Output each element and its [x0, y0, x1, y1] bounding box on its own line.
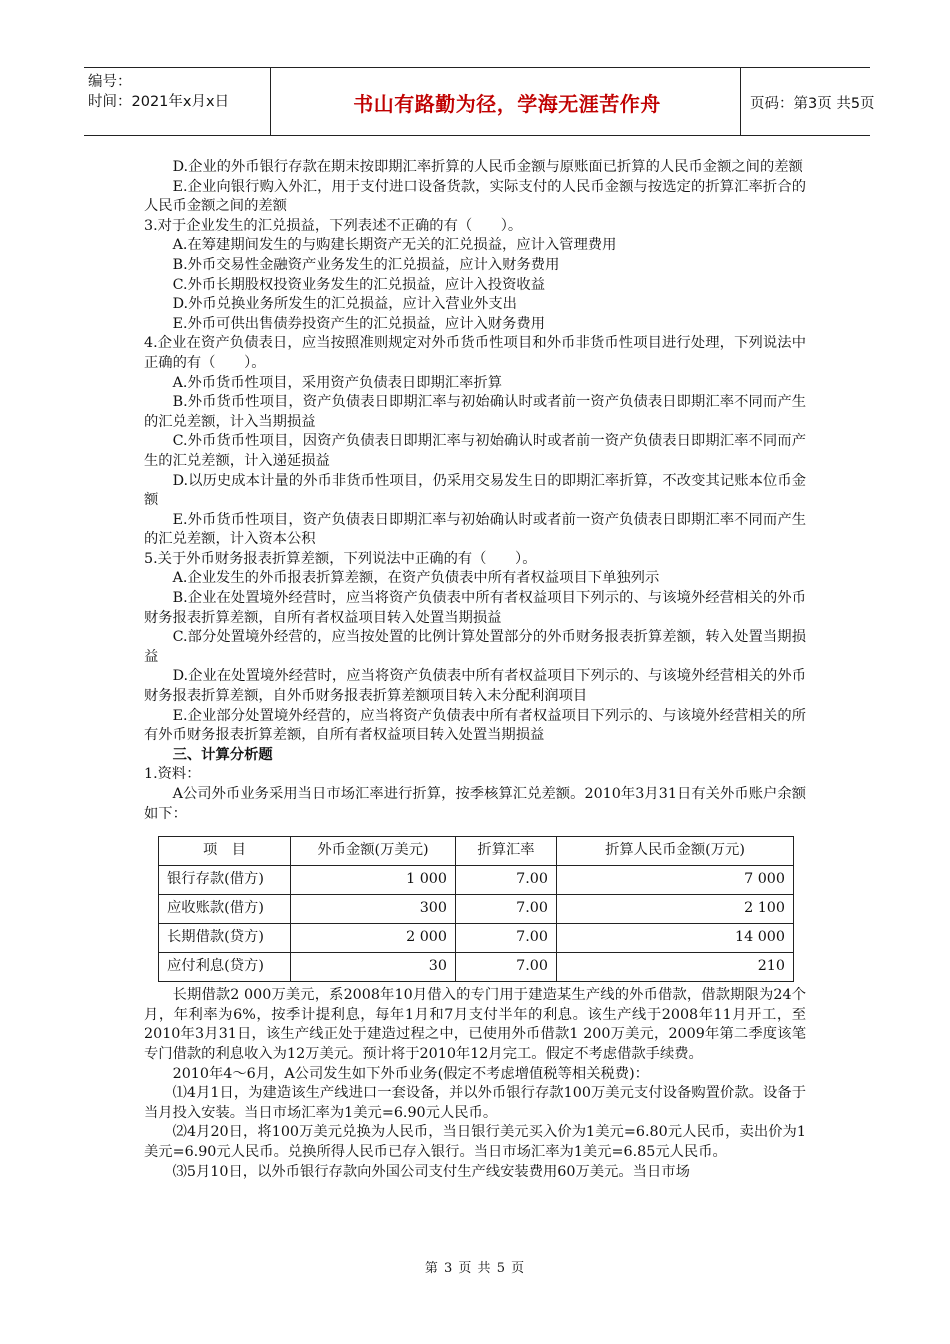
- option-a: A.在筹建期间发生的与购建长期资产无关的汇兑损益，应计入管理费用: [172, 237, 617, 254]
- header-page-info: 页码：第3页 共5页: [750, 96, 875, 112]
- page-footer: 第 3 页 共 5 页: [424, 1261, 526, 1276]
- option-c: C.外币货币性项目，因资产负债表日即期汇率与初始确认时或者前一资产负债表日即期汇率不同而产生的汇兑差额，计入递延损益: [144, 433, 806, 469]
- table-row: [159, 953, 794, 982]
- option-e: E.外币可供出售债券投资产生的汇兑损益，应计入财务费用: [172, 315, 545, 332]
- header-divider: [740, 68, 741, 135]
- header-motto: 书山有路勤为径，学海无涯苦作舟: [353, 92, 661, 116]
- table-cell: 1 000: [291, 866, 456, 895]
- document-body: [144, 158, 806, 1182]
- table-cell: 14 000: [557, 924, 794, 953]
- option-paragraph: D.企业的外币银行存款在期末按即期汇率折算的人民币金额与原账面已折算的人民币金额之间的差额: [172, 159, 803, 175]
- option-e: E.企业部分处置境外经营的，应当将资产负债表中所有者权益项目下列示的、与该境外经营相关的所有外币财务报表折算差额，自所有者权益项目转入处置当期损益: [144, 707, 806, 744]
- balance-table: [158, 836, 794, 982]
- option-c: C.部分处置境外经营的，应当按处置的比例计算处置部分的外币财务报表折算差额，转入处置当期损益: [144, 629, 806, 665]
- option-paragraph: E.企业向银行购入外汇，用于支付进口设备货款，实际支付的人民币金额与按选定的折算汇率折合的人民币金额之间的差额: [144, 178, 806, 215]
- page-header: [84, 67, 875, 136]
- table-header-cell: 项 目: [159, 837, 291, 866]
- calc-paragraph: A公司外币业务采用当日市场汇率进行折算，按季核算汇兑差额。2010年3月31日有关外币账户余额如下：: [144, 786, 806, 822]
- calc-item: ⑴4月1日，为建造该生产线进口一套设备，并以外币银行存款100万美元支付设备购置价款。设备于当月投入安装。当日市场汇率为1美元=6.90元人民币。: [144, 1085, 806, 1121]
- question-4: 4.企业在资产负债表日，应当按照准则规定对外币货币性项目和外币非货币性项目进行处理，下列说法中正确的有（ ）。: [144, 335, 806, 371]
- header-divider: [270, 68, 271, 135]
- calc-paragraph: 2010年4～6月，A公司发生如下外币业务(假定不考虑增值税等相关税费)：: [172, 1065, 649, 1082]
- table-cell: 30: [291, 953, 456, 982]
- table-cell: 210: [557, 953, 794, 982]
- table-cell: 7.00: [456, 866, 557, 895]
- table-cell: 银行存款(借方): [159, 866, 291, 895]
- table-cell: 7.00: [456, 953, 557, 982]
- table-row: [159, 895, 794, 924]
- table-cell: 2 000: [291, 924, 456, 953]
- table-header-row: [159, 837, 794, 866]
- header-meta: [88, 72, 268, 112]
- calc-item: ⑶5月10日，以外币银行存款向外国公司支付生产线安装费用60万美元。当日市场: [172, 1163, 690, 1180]
- calc-question-1: 1.资料：: [144, 766, 201, 783]
- calc-paragraph: 长期借款2 000万美元，系2008年10月借入的专门用于建造某生产线的外币借款，借款期限为24个月，年利率为6%，按季计提利息，每年1月和7月支付半年的利息。该生产线于2008年11月开工，至2010年3月31日，该生产线正处于建造过程之中，已使用外币借款1 200万美元，2009年第二季度该笔专门借款的利息收入为12万美元。预计将于2010年12月完工。假定不考虑借款手续费。: [144, 987, 806, 1062]
- doc-number-label: 编号：: [88, 74, 132, 90]
- option-e: E.外币货币性项目，资产负债表日即期汇率与初始确认时或者前一资产负债表日即期汇率不同而产生的汇兑差额，计入资本公积: [144, 511, 806, 548]
- table-cell: 300: [291, 895, 456, 924]
- option-b: B.外币交易性金融资产业务发生的汇兑损益，应计入财务费用: [172, 256, 560, 273]
- question-5: 5.关于外币财务报表折算差额，下列说法中正确的有（ ）。: [144, 550, 537, 567]
- doc-time-label: 时间：2021年x月x日: [88, 94, 230, 110]
- option-c: C.外币长期股权投资业务发生的汇兑损益，应计入投资收益: [172, 276, 545, 293]
- table-cell: 7.00: [456, 924, 557, 953]
- table-cell: 长期借款(贷方): [159, 924, 291, 953]
- section-heading: 三、计算分析题: [172, 746, 273, 763]
- table-row: [159, 866, 794, 895]
- table-header-cell: 外币金额(万美元): [291, 837, 456, 866]
- table-cell: 应付利息(贷方): [159, 953, 291, 982]
- option-b: B.企业在处置境外经营时，应当将资产负债表中所有者权益项目下列示的、与该境外经营相关的外币财务报表折算差额，自所有者权益项目转入处置当期损益: [144, 590, 806, 626]
- option-a: A.企业发生的外币报表折算差额，在资产负债表中所有者权益项目下单独列示: [172, 570, 660, 587]
- table-cell: 7.00: [456, 895, 557, 924]
- table-cell: 应收账款(借方): [159, 895, 291, 924]
- table-cell: 2 100: [557, 895, 794, 924]
- table-row: [159, 924, 794, 953]
- option-d: D.以历史成本计量的外币非货币性项目，仍采用交易发生日的即期汇率折算，不改变其记账本位币金额: [144, 472, 806, 509]
- option-d: D.企业在处置境外经营时，应当将资产负债表中所有者权益项目下列示的、与该境外经营相关的外币财务报表折算差额，自外币财务报表折算差额项目转入未分配利润项目: [144, 668, 806, 705]
- question-3: 3.对于企业发生的汇兑损益，下列表述不正确的有（ ）。: [144, 217, 523, 234]
- option-b: B.外币货币性项目，资产负债表日即期汇率与初始确认时或者前一资产负债表日即期汇率不同而产生的汇兑差额，计入当期损益: [144, 394, 806, 430]
- table-cell: 7 000: [557, 866, 794, 895]
- table-header-cell: 折算人民币金额(万元): [557, 837, 794, 866]
- option-d: D.外币兑换业务所发生的汇兑损益，应计入营业外支出: [172, 296, 517, 313]
- calc-item: ⑵4月20日，将100万美元兑换为人民币，当日银行美元买入价为1美元=6.80元人民币，卖出价为1美元=6.90元人民币。兑换所得人民币已存入银行。当日市场汇率为1美元=6.85元人民币。: [144, 1124, 806, 1160]
- table-header-cell: 折算汇率: [456, 837, 557, 866]
- option-a: A.外币货币性项目，采用资产负债表日即期汇率折算: [172, 374, 502, 391]
